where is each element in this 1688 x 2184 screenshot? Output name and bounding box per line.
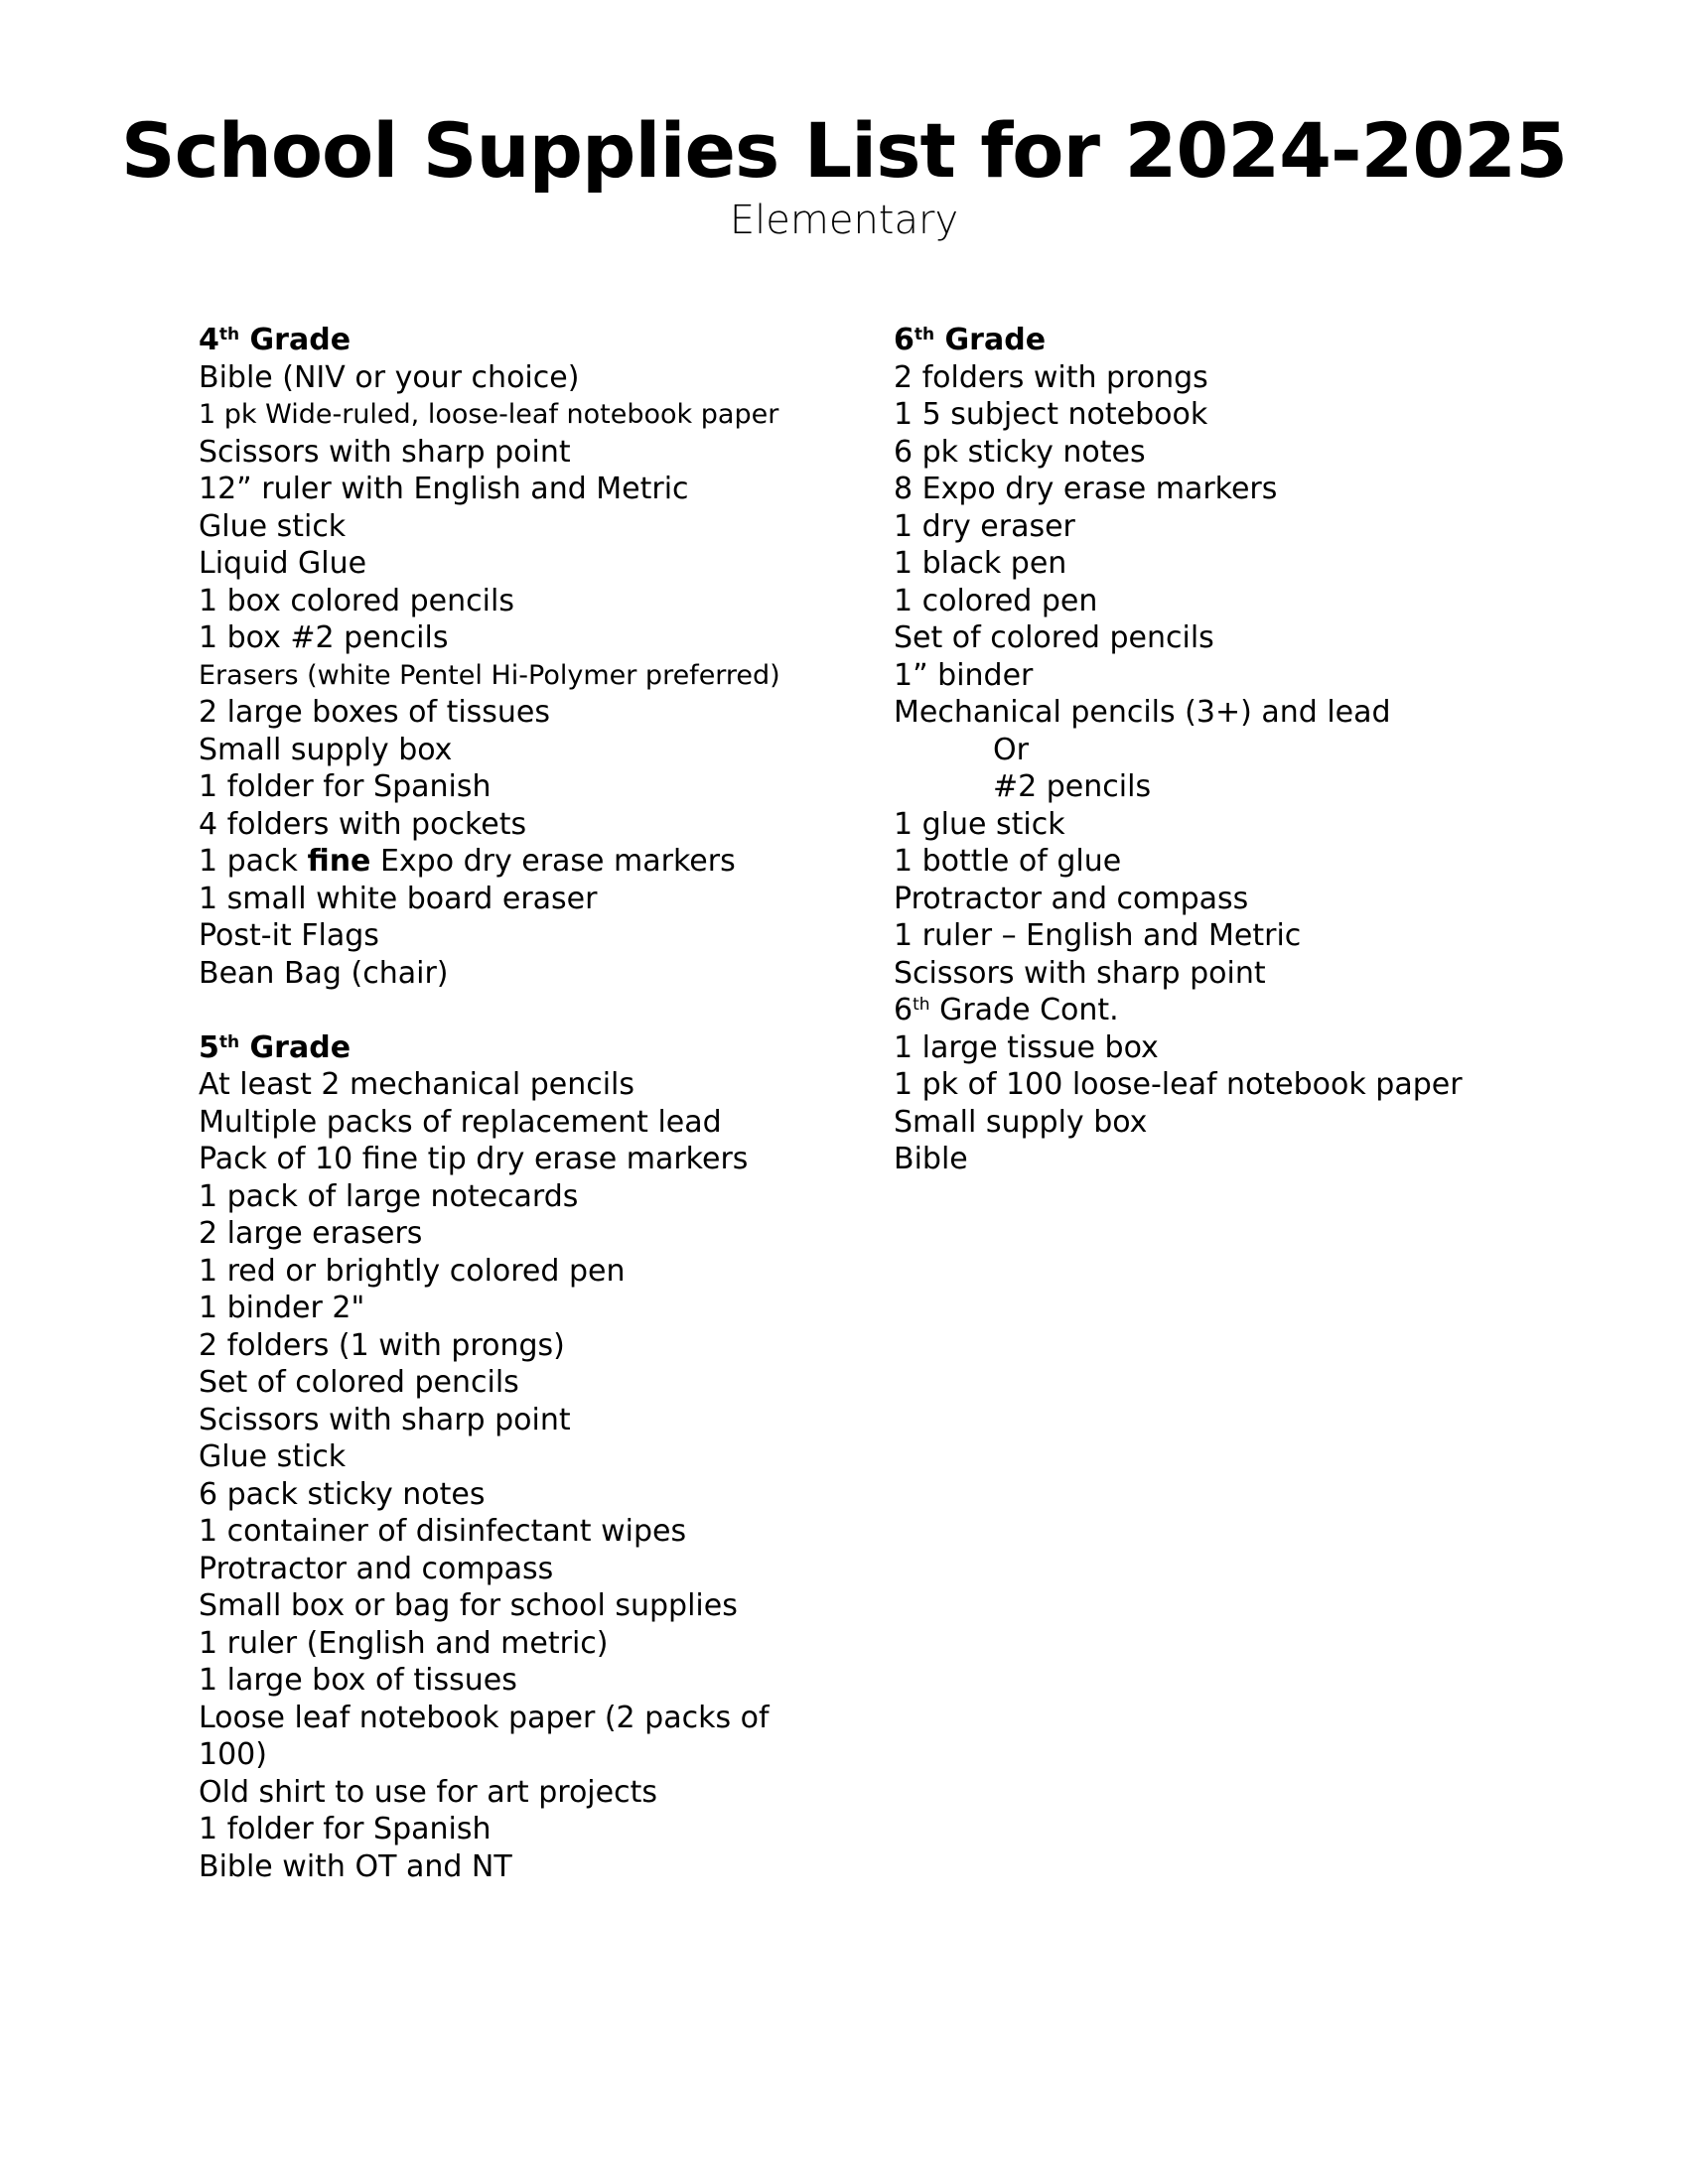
grade-6-heading [894,322,1509,359]
list-item: Mechanical pencils (3+) and lead [894,695,1391,730]
list-item: 1 pack of large notecards [199,1178,579,1214]
list-item: Small supply box [199,732,453,767]
grade-6-heading-sup: th [914,325,935,344]
list-item: Small box or bag for school supplies [199,1588,738,1623]
list-item: Bible (NIV or your choice) [199,359,580,395]
fine-item-post: Expo dry erase markers [370,844,736,879]
list-item-fine-markers [199,843,814,881]
list-item: Scissors with sharp point [894,955,1266,991]
list-item: Set of colored pencils [199,1365,519,1400]
grade-6-cont-num: 6 [894,993,914,1027]
page-subtitle: Elementary [729,198,959,243]
list-item: Protractor and compass [199,1551,554,1586]
list-item: 2 folders with prongs [894,359,1208,395]
grade-4-list [199,359,814,993]
list-item: 1 5 subject notebook [894,397,1208,432]
fine-item-pre: 1 pack [199,844,308,879]
list-item: Small supply box [894,1104,1148,1140]
grade-4-heading-rest: Grade [239,323,352,357]
list-item: Scissors with sharp point [199,434,571,470]
list-item: 8 Expo dry erase markers [894,472,1278,506]
list-item: Erasers (white Pentel Hi-Polymer preferred) [199,659,780,691]
list-item: 1 red or brightly colored pen [199,1253,626,1289]
list-item: 2 large boxes of tissues [199,695,551,730]
grade-6-cont-label [894,992,1509,1029]
list-item: 6 pk sticky notes [894,434,1146,470]
list-item: 1 large tissue box [894,1029,1159,1065]
list-item: 1” binder [894,657,1034,693]
list-item: Liquid Glue [199,546,367,581]
list-item: 6 pack sticky notes [199,1476,486,1512]
list-item: 1 colored pen [894,583,1098,618]
list-item: 1 bottle of glue [894,844,1122,879]
list-item: 1 pk Wide-ruled, loose-leaf notebook paper [199,399,779,430]
grade-6-cont-sup: th [913,995,930,1015]
grade-5-heading-num: 5 [199,1029,219,1065]
grade-6-list [894,359,1509,1178]
list-item: Scissors with sharp point [199,1402,571,1437]
left-column [199,322,814,1885]
list-item: 1 box colored pencils [199,583,514,618]
fine-item-bold: fine [307,844,371,879]
list-item: 1 folder for Spanish [199,1812,492,1846]
grade-6-heading-rest: Grade [934,323,1047,357]
list-item: Bible with OT and NT [199,1848,512,1884]
list-item: 1 small white board eraser [199,881,598,916]
list-item: 1 glue stick [894,806,1065,842]
list-item: 1 ruler (English and metric) [199,1625,609,1661]
list-item-indented: #2 pencils [993,769,1152,804]
list-item: 1 folder for Spanish [199,769,492,804]
list-item: Pack of 10 fine tip dry erase markers [199,1142,749,1176]
grade-5-heading [199,1029,814,1067]
list-item: Set of colored pencils [894,620,1214,655]
grade-5-heading-rest: Grade [239,1029,352,1065]
grade-5-list [199,1066,814,1885]
right-column [894,322,1509,1178]
grade-4-heading-num: 4 [199,323,219,357]
grade-6-heading-num: 6 [894,323,914,357]
list-item: 1 binder 2" [199,1291,365,1325]
grade-6-cont-rest: Grade Cont. [929,993,1119,1027]
list-item: At least 2 mechanical pencils [199,1067,634,1102]
list-item: Bean Bag (chair) [199,955,449,991]
list-item: Glue stick [199,508,347,544]
page-title: School Supplies List for 2024-2025 [120,106,1568,195]
list-item: 4 folders with pockets [199,806,527,842]
list-item: Loose leaf notebook paper (2 packs of [199,1700,770,1735]
list-item: 1 black pen [894,546,1067,581]
list-item: 2 large erasers [199,1216,423,1251]
list-item: Bible [894,1142,968,1176]
list-item: 1 box #2 pencils [199,620,449,655]
list-item: Multiple packs of replacement lead [199,1104,722,1140]
grade-5-heading-sup: th [218,1031,240,1052]
list-item: 2 folders (1 with prongs) [199,1327,565,1363]
list-item: 1 large box of tissues [199,1663,517,1698]
section-spacer [199,992,814,1029]
list-item: Protractor and compass [894,881,1249,916]
list-item: Glue stick [199,1439,347,1474]
list-item: Post-it Flags [199,918,379,953]
grade-4-heading [199,322,814,359]
list-item: 1 pk of 100 loose-leaf notebook paper [894,1067,1463,1102]
list-item: 100) [199,1737,267,1772]
list-item-indented: Or [993,732,1029,767]
list-item: 1 ruler – English and Metric [894,918,1302,953]
grade-4-heading-sup: th [218,325,240,344]
list-item: 1 container of disinfectant wipes [199,1514,687,1549]
list-item: 12” ruler with English and Metric [199,472,689,506]
list-item: 1 dry eraser [894,508,1075,544]
list-item: Old shirt to use for art projects [199,1774,657,1810]
